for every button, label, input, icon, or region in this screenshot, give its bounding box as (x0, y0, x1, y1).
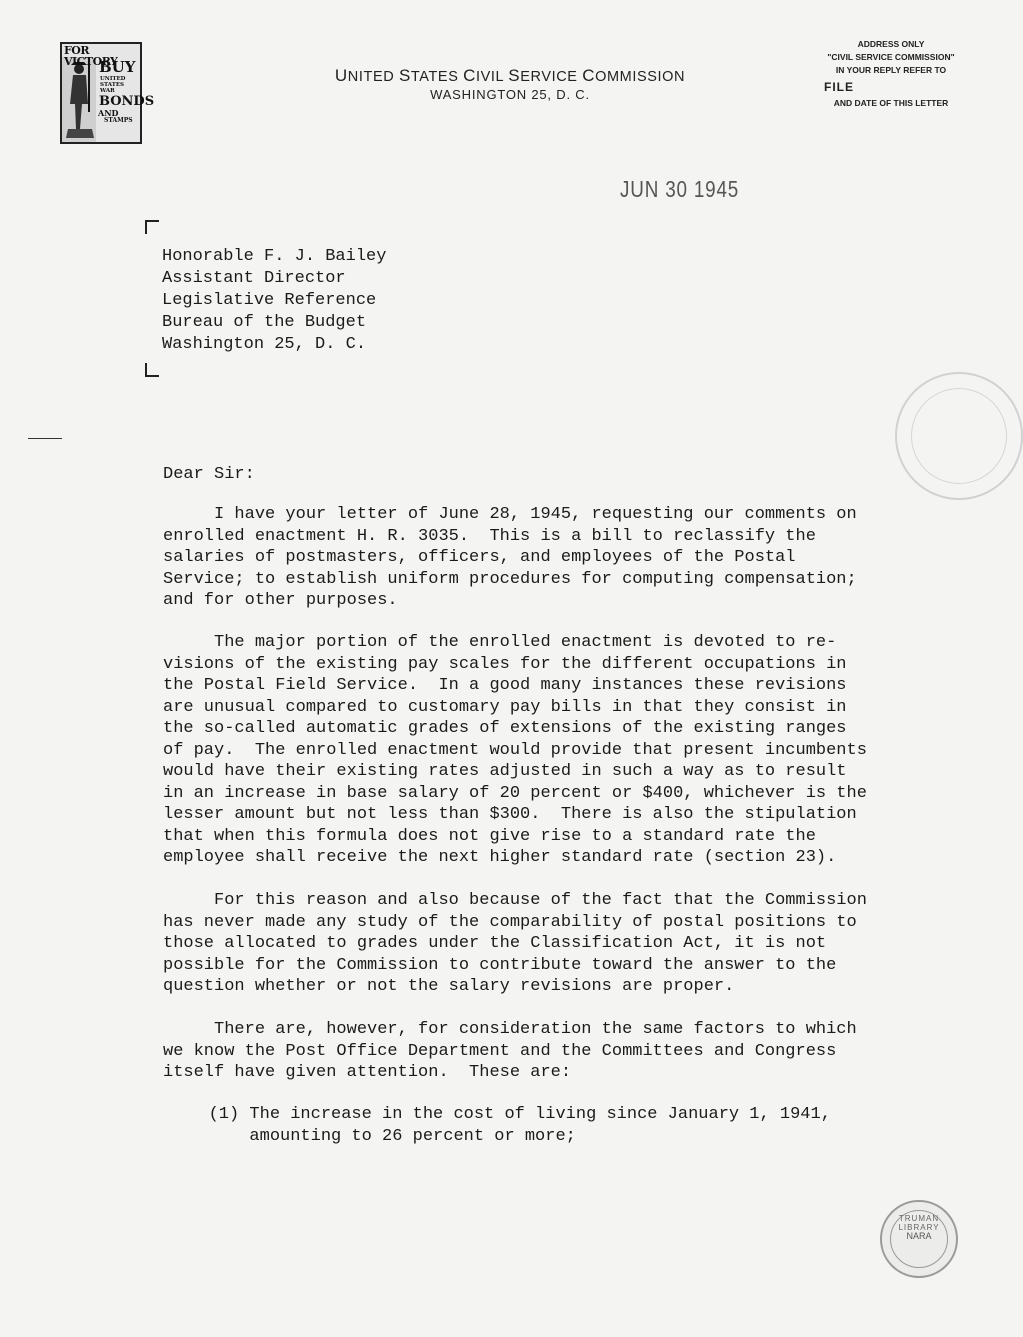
received-date-stamp: JUN 30 1945 (620, 176, 740, 202)
body-line: of pay. The enrolled enactment would provide that present incumbents (163, 741, 867, 760)
body-line: Service; to establish uniform procedures for computing compensation; (163, 570, 857, 589)
body-line: the Postal Field Service. In a good many instances these revisions (163, 676, 847, 695)
reply-line: ADDRESS ONLY (857, 39, 925, 49)
stamp-text: BUY (99, 58, 136, 76)
body-line: and for other purposes. (163, 591, 398, 610)
body-line: question whether or not the salary revisions are proper. (163, 977, 735, 996)
addressee-line: Bureau of the Budget (162, 313, 367, 332)
body-line: has never made any study of the comparability of postal positions to (163, 913, 857, 932)
addressee-line: Legislative Reference (162, 291, 377, 310)
file-label: FILE (824, 80, 854, 94)
stamp-text: FOR VICTORY (64, 44, 118, 68)
body-line: that when this formula does not give rise to a standard rate the (163, 827, 816, 846)
body-line: There are, however, for consideration the same factors to which (163, 1020, 857, 1039)
seal-arc-text: TRUMAN LIBRARY (898, 1214, 940, 1232)
letterhead-agency: UNITED STATES CIVIL SERVICE COMMISSION (334, 66, 686, 85)
stamp-text: UNITED (100, 76, 126, 82)
reply-line: "CIVIL SERVICE COMMISSION" (827, 52, 955, 62)
reply-line: AND DATE OF THIS LETTER (833, 98, 949, 108)
address-bracket-bottom (145, 363, 159, 377)
stamp-text: STAMPS (104, 117, 133, 124)
body-line: enrolled enactment H. R. 3035. This is a bill to reclassify the (163, 527, 816, 546)
body-line: are unusual compared to customary pay bills in that they consist in (163, 698, 847, 717)
fold-mark (28, 438, 62, 439)
stamp-text: AND (98, 108, 119, 118)
body-line: in an increase in base salary of 20 percent or $400, whichever is the (163, 784, 867, 803)
body-line: those allocated to grades under the Classification Act, it is not (163, 934, 827, 953)
nara-library-seal (880, 1200, 958, 1278)
body-line: possible for the Commission to contribute toward the answer to the (163, 956, 837, 975)
archive-seal-faded (895, 372, 1023, 500)
addressee-line: Honorable F. J. Bailey (162, 247, 387, 266)
salutation: Dear Sir: (163, 465, 255, 484)
body-line: (1) The increase in the cost of living since January 1, 1941, (178, 1105, 831, 1124)
reply-reference-block (806, 38, 976, 110)
body-line: lesser amount but not less than $300. There is also the stipulation (163, 805, 857, 824)
body-line: would have their existing rates adjusted in such a way as to result (163, 762, 847, 781)
victory-bond-stamp (60, 42, 155, 144)
body-line: salaries of postmasters, officers, and employees of the Postal (163, 548, 796, 567)
reply-line: IN YOUR REPLY REFER TO (835, 65, 947, 75)
body-line: the so-called automatic grades of extensions of the existing ranges (163, 719, 847, 738)
addressee-line: Washington 25, D. C. (162, 335, 367, 354)
stamp-text: WAR (100, 88, 115, 94)
stamp-text: BONDS (99, 94, 155, 109)
seal-text: NARA (906, 1231, 932, 1241)
body-line: The major portion of the enrolled enactment is devoted to re- (163, 633, 837, 652)
body-line: we know the Post Office Department and the Committees and Congress (163, 1042, 837, 1061)
body-line: employee shall receive the next higher standard rate (section 23). (163, 848, 837, 867)
letterhead-city: WASHINGTON 25, D. C. (430, 87, 590, 102)
stamp-text: STATES (100, 82, 124, 88)
addressee-line: Assistant Director (162, 269, 346, 288)
address-bracket-top (145, 220, 159, 234)
body-line: visions of the existing pay scales for the different occupations in (163, 655, 847, 674)
body-line: For this reason and also because of the fact that the Commission (163, 891, 867, 910)
body-line: I have your letter of June 28, 1945, requesting our comments on (163, 505, 857, 524)
body-line: amounting to 26 percent or more; (178, 1127, 576, 1146)
body-line: itself have given attention. These are: (163, 1063, 572, 1082)
